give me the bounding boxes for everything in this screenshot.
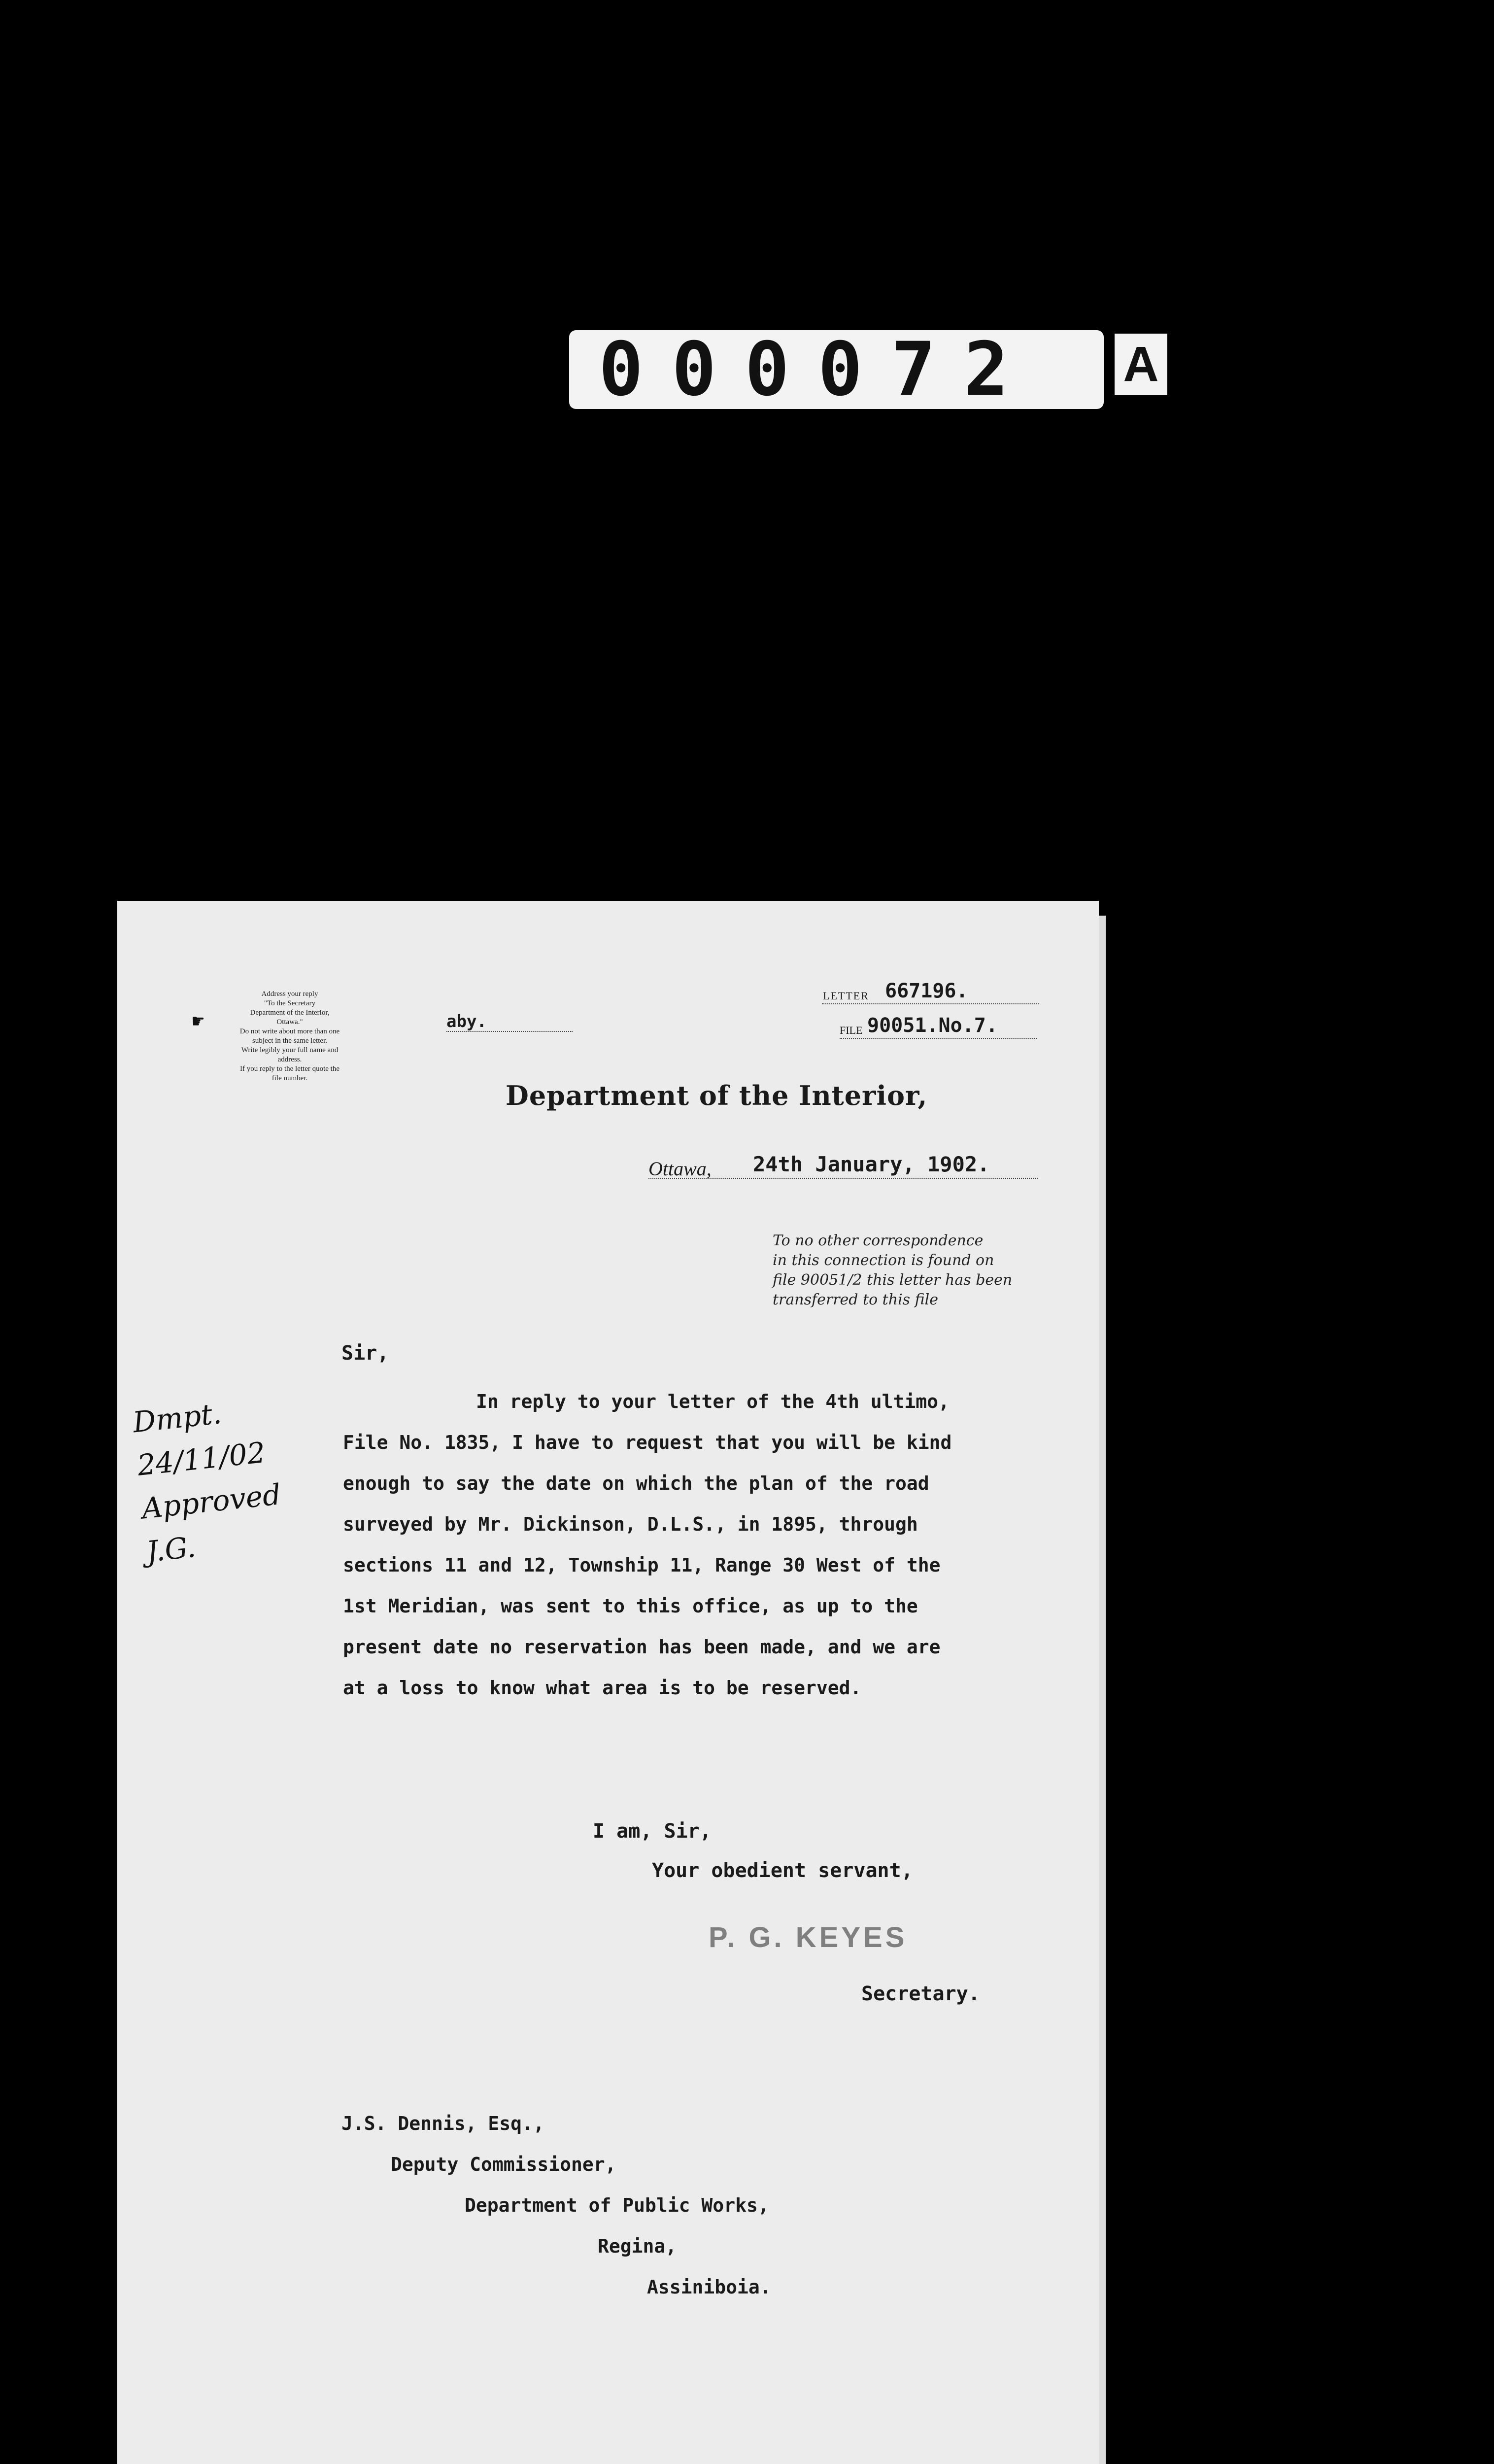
addressee-line: J.S. Dennis, Esq., [341, 2113, 544, 2134]
address-instructions: Address your reply "To the Secretary Department of the Interior, Ottawa." Do not write about more than one subject in the same letter. Write legibly your full name and address. If you reply to the letter quote the file number. [239, 990, 340, 1082]
file-number-rule [840, 1038, 1037, 1039]
initials-rule [446, 1031, 573, 1032]
addressee-line: Department of Public Works, [465, 2194, 769, 2216]
letter-body [343, 1381, 1131, 1709]
body-line: In reply to your letter of the 4th ultimo, [476, 1391, 950, 1412]
file-label: FILE [840, 1024, 863, 1036]
frame-counter [569, 327, 1104, 412]
frame-letter: A [1115, 334, 1167, 395]
letter-number: 667196. [885, 980, 968, 1002]
letter-label: LETTER [823, 990, 869, 1002]
frame-counter-digits: 000072 [599, 327, 1037, 412]
closing-line: I am, Sir, [593, 1820, 712, 1843]
body-line: at a loss to know what area is to be reserved. [343, 1677, 862, 1699]
date-rule [648, 1178, 1038, 1179]
addressee-line: Deputy Commissioner, [391, 2154, 616, 2175]
body-line: 1st Meridian, was sent to this office, as up to the [343, 1595, 918, 1617]
margin-handwritten-note: Dmpt. 24/11/02 Approved J.G. [131, 1396, 283, 1569]
addressee-line: Assiniboia. [647, 2276, 771, 2298]
closing-line: Your obedient servant, [652, 1859, 913, 1882]
letter-page [117, 901, 1099, 2464]
body-line: enough to say the date on which the plan of the road [343, 1472, 929, 1494]
letter-date: 24th January, 1902. [753, 1152, 990, 1176]
department-heading: Department of the Interior, [506, 1080, 928, 1111]
initials: aby. [446, 1012, 487, 1031]
signature-title: Secretary. [861, 1983, 980, 2005]
body-line: File No. 1835, I have to request that you will be kind [343, 1432, 952, 1453]
place: Ottawa, [648, 1158, 712, 1180]
letter-number-rule [822, 1003, 1039, 1004]
signature-stamp: P. G. KEYES [709, 1921, 908, 1953]
body-line: sections 11 and 12, Township 11, Range 30 West of the [343, 1554, 941, 1576]
handwritten-note: To no other correspondence in this connection is found on file 90051/2 this letter has been transferred to this file [773, 1232, 1013, 1308]
body-line: present date no reservation has been made, and we are [343, 1636, 941, 1658]
addressee-line: Regina, [598, 2235, 677, 2257]
salutation: Sir, [341, 1342, 389, 1365]
file-number: 90051.No.7. [867, 1014, 998, 1037]
body-line: surveyed by Mr. Dickinson, D.L.S., in 1895, through [343, 1513, 918, 1535]
addressee-block [341, 2103, 771, 2308]
pointing-hand-icon: ☛ [192, 1010, 204, 1033]
